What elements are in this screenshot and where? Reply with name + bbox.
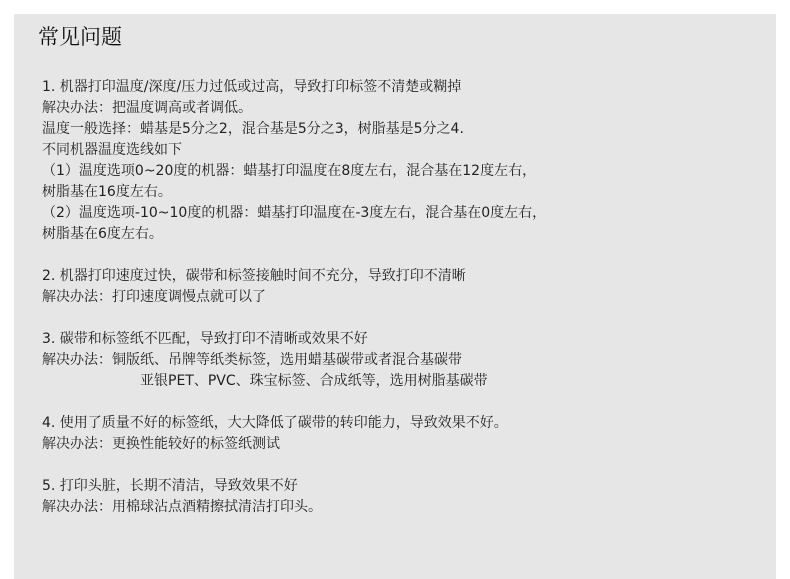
- faq-section-4: [42, 413, 768, 455]
- answer-1-detail: （1）温度选项0~20度的机器：蜡基打印温度在8度左右，混合基在12度左右，: [42, 163, 537, 179]
- section-spacer: [42, 455, 768, 476]
- question-4: 4. 使用了质量不好的标签纸，大大降低了碳带的转印能力，导致效果不好。: [42, 415, 508, 431]
- faq-section-3: [42, 329, 768, 392]
- answer-1-detail: （2）温度选项-10~10度的机器：蜡基打印温度在-3度左右，混合基在0度左右，: [42, 205, 547, 221]
- faq-content: [42, 77, 768, 518]
- answer-1: 解决办法：把温度调高或者调低。: [42, 100, 252, 116]
- answer-3-continued: 亚银PET、PVC、珠宝标签、合成纸等，选用树脂基碳带: [140, 373, 488, 389]
- section-spacer: [42, 392, 768, 413]
- answer-5: 解决办法：用棉球沾点酒精擦拭清洁打印头。: [42, 499, 322, 515]
- faq-section-1: [42, 77, 768, 245]
- question-3: 3. 碳带和标签纸不匹配，导致打印不清晰或效果不好: [42, 331, 368, 347]
- answer-1-detail: 温度一般选择：蜡基是5分之2，混合基是5分之3，树脂基是5分之4.: [42, 121, 464, 137]
- answer-2: 解决办法：打印速度调慢点就可以了: [42, 289, 266, 305]
- section-spacer: [42, 308, 768, 329]
- page-title: 常见问题: [38, 25, 122, 49]
- section-spacer: [42, 245, 768, 266]
- question-2: 2. 机器打印速度过快，碳带和标签接触时间不充分，导致打印不清晰: [42, 268, 466, 284]
- question-1: 1. 机器打印温度/深度/压力过低或过高，导致打印标签不清楚或糊掉: [42, 79, 462, 95]
- answer-1-detail: 树脂基在6度左右。: [42, 226, 163, 242]
- answer-3: 解决办法：铜版纸、吊牌等纸类标签，选用蜡基碳带或者混合基碳带: [42, 352, 462, 368]
- answer-1-detail: 树脂基在16度左右。: [42, 184, 172, 200]
- faq-section-2: [42, 266, 768, 308]
- question-5: 5. 打印头脏，长期不清洁，导致效果不好: [42, 478, 298, 494]
- answer-4: 解决办法：更换性能较好的标签纸测试: [42, 436, 280, 452]
- faq-panel: [14, 14, 776, 579]
- faq-section-5: [42, 476, 768, 518]
- answer-1-detail: 不同机器温度选线如下: [42, 142, 182, 158]
